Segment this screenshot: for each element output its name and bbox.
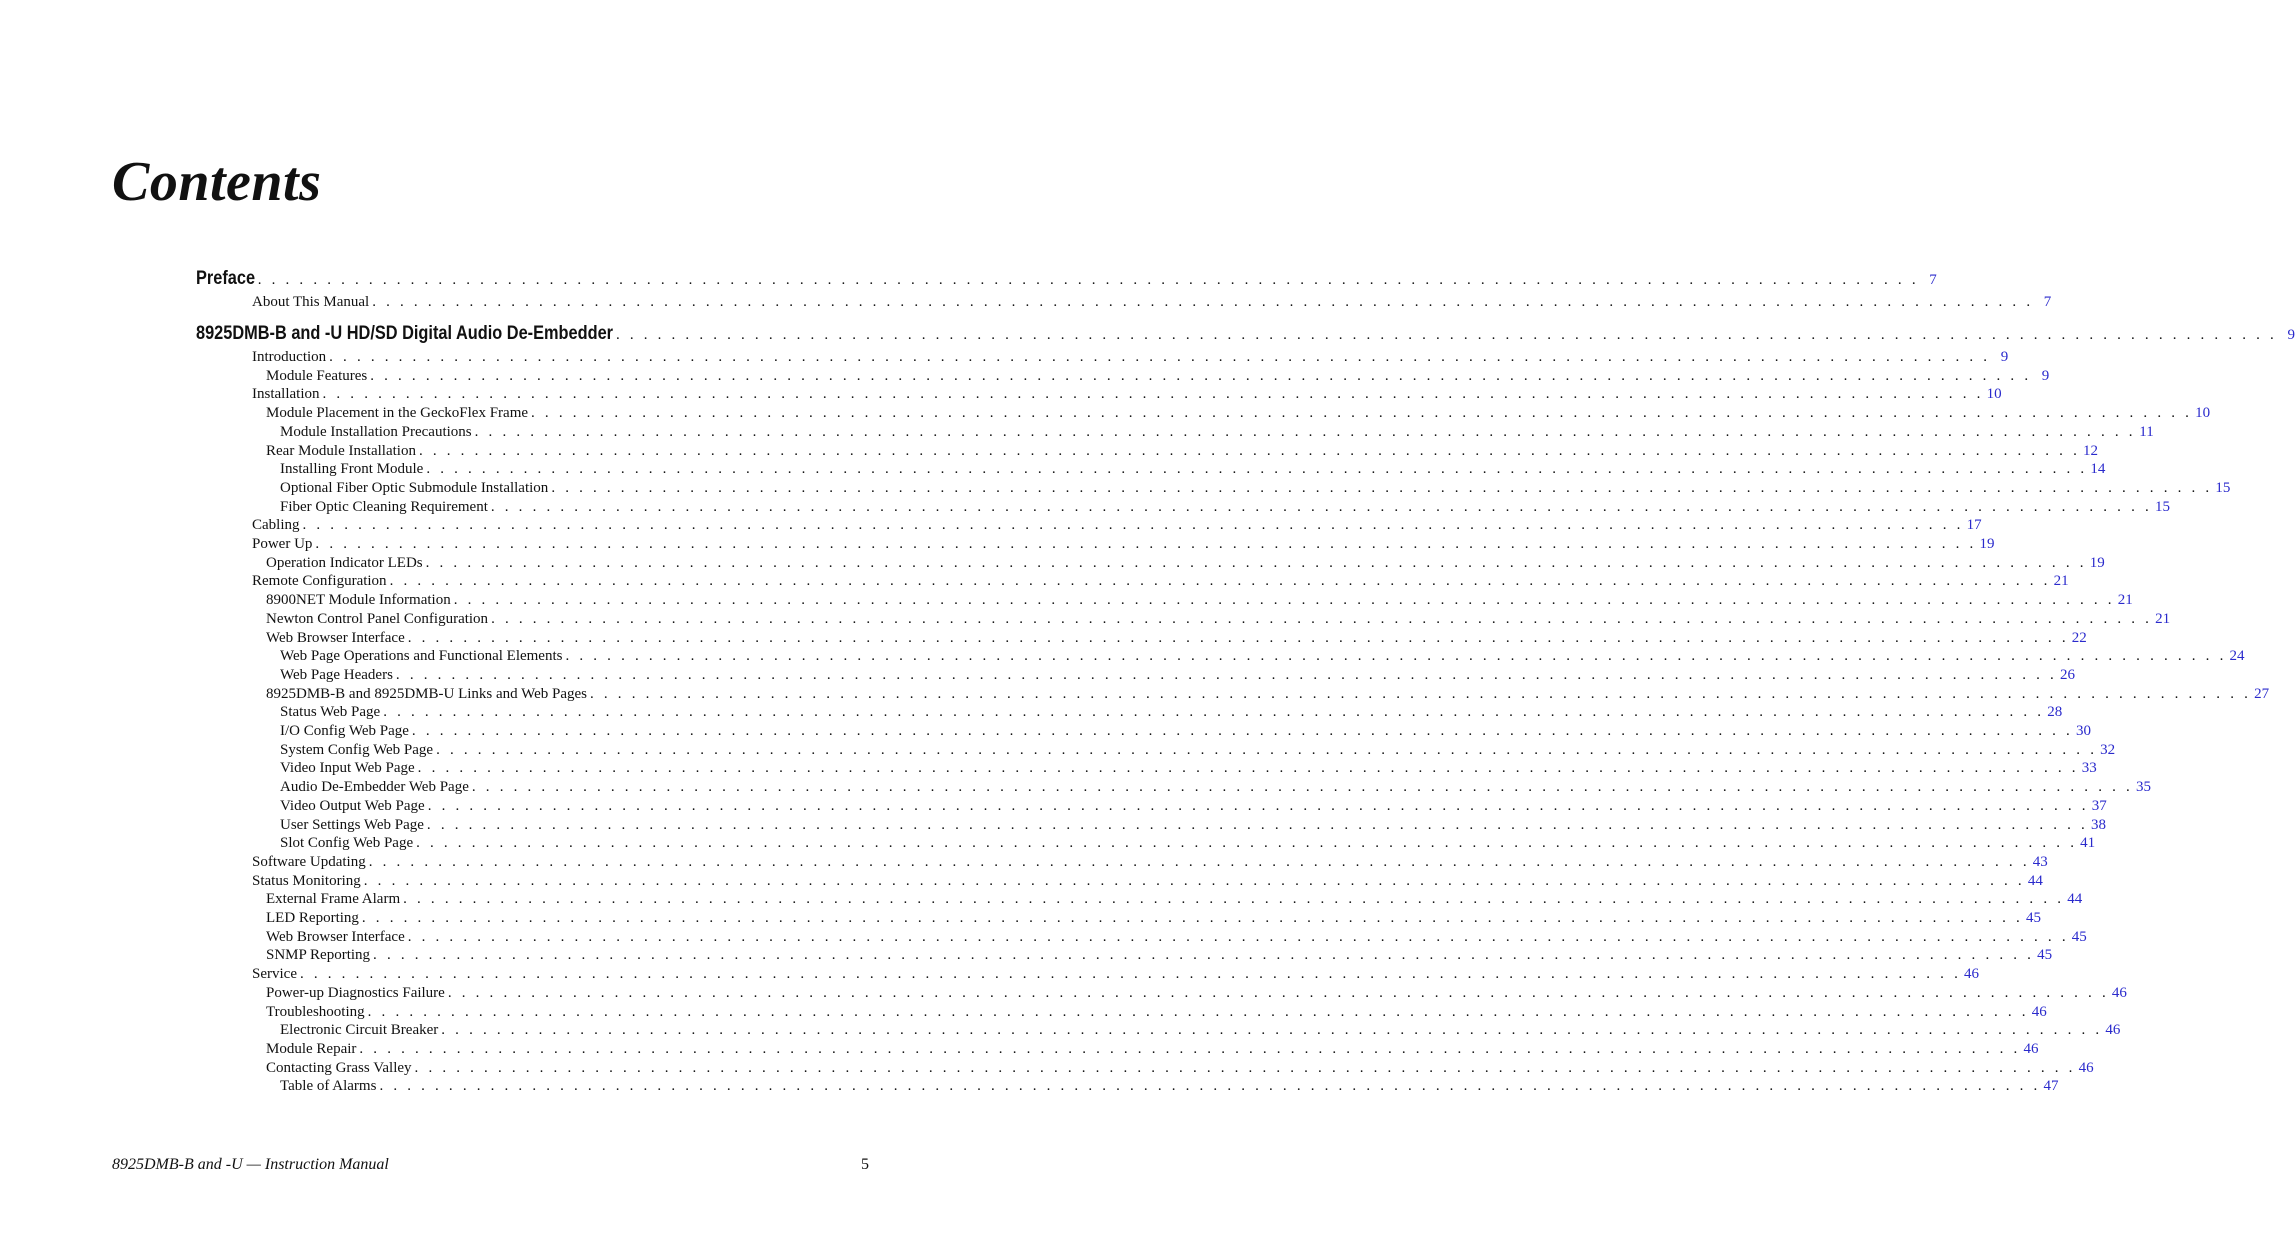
toc-entry[interactable]: [280, 723, 2091, 740]
toc-dot-leader: . . . . . . . . . . . . . . . . . . . . . . . . . . . . . . . . . . . . . . . . . . . . . . . . . . . . . . . . . . . . . . . . . . . . . . . . . . . . . . . . . . . . . . . . . . . . . . . . . . . . . . . . . . . . . . . . . . . . . . . .: [417, 760, 2079, 777]
toc-entry[interactable]: [266, 442, 2099, 460]
toc-entry[interactable]: [280, 760, 2097, 777]
toc-dot-leader: . . . . . . . . . . . . . . . . . . . . . . . . . . . . . . . . . . . . . . . . . . . . . . . . . . . . . . . . . . . . . . . . . . . . . . . . . . . . . . . . . . . . . . . . . . . . . . . . . . . . . . . . . . . . . . . . . . . . . . . .: [379, 1078, 2041, 1095]
toc-page-link[interactable]: 19: [1979, 536, 1995, 552]
toc-dot-leader: . . . . . . . . . . . . . . . . . . . . . . . . . . . . . . . . . . . . . . . . . . . . . . . . . . . . . . . . . . . . . . . . . . . . . . . . . . . . . . . . . . . . . . . . . . . . . . . . . . . . . . . . . . . . . . . . . . . . . . . .: [426, 461, 2088, 478]
toc-page-link[interactable]: 19: [2089, 554, 2105, 571]
toc-dot-leader: . . . . . . . . . . . . . . . . . . . . . . . . . . . . . . . . . . . . . . . . . . . . . . . . . . . . . . . . . . . . . . . . . . . . . . . . . . . . . . . . . . . . . . . . . . . . . . . . . . . . . . . . . . . . . . . . . . . . . . . .: [436, 741, 2098, 758]
toc-entry[interactable]: [266, 891, 2083, 908]
toc-page-link[interactable]: 21: [2155, 610, 2171, 627]
toc-entry-label: Web Browser Interface: [266, 928, 405, 945]
toc-dot-leader: . . . . . . . . . . . . . . . . . . . . . . . . . . . . . . . . . . . . . . . . . . . . . . . . . . . . . . . . . . . . . . . . . . . . . . . . . . . . . . . . . . . . . . . . . . . . . . . . . . . . . . . . . . . . . . . . . . . . . . . .: [372, 294, 2034, 310]
toc-entry[interactable]: [280, 797, 2107, 815]
toc-entry[interactable]: [252, 966, 1980, 983]
toc-dot-leader: . . . . . . . . . . . . . . . . . . . . . . . . . . . . . . . . . . . . . . . . . . . . . . . . . . . . . . . . . . . . . . . . . . . . . . . . . . . . . . . . . . . . . . . . . . . . . . . . . . . . . . . . . . . . . . . . . . . . . . . .: [491, 610, 2153, 627]
toc-entry[interactable]: [280, 779, 2151, 796]
toc-entry-label: Status Web Page: [280, 704, 381, 721]
toc-page-link[interactable]: 12: [2083, 442, 2099, 459]
toc-dot-leader: . . . . . . . . . . . . . . . . . . . . . . . . . . . . . . . . . . . . . . . . . . . . . . . . . . . . . . . . . . . . . . . . . . . . . . . . . . . . . . . . . . . . . . . . . . . . . . . . . . . . . . . . . . . . . . . . . . . . . . . .: [411, 723, 2073, 739]
toc-dot-leader: . . . . . . . . . . . . . . . . . . . . . . . . . . . . . . . . . . . . . . . . . . . . . . . . . . . . . . . . . . . . . . . . . . . . . . . . . . . . . . . . . . . . . . . . . . . . . . . . . . . . . . . . . . . . . . . . . . . . . . . .: [257, 272, 1919, 288]
toc-section-heading[interactable]: [196, 268, 1937, 290]
toc-dot-leader: . . . . . . . . . . . . . . . . . . . . . . . . . . . . . . . . . . . . . . . . . . . . . . . . . . . . . . . . . . . . . . . . . . . . . . . . . . . . . . . . . . . . . . . . . . . . . . . . . . . . . . . . . . . . . . . . . . . . . . . .: [590, 685, 2252, 702]
toc-entry[interactable]: [280, 461, 2106, 478]
toc-page-link[interactable]: 37: [2091, 797, 2107, 814]
toc-entry[interactable]: [280, 816, 2106, 834]
toc-section-heading[interactable]: [196, 323, 2295, 345]
toc-entry-label: Status Monitoring: [252, 872, 361, 889]
toc-entry-label: Electronic Circuit Breaker: [280, 1022, 439, 1039]
toc-page-link[interactable]: 47: [2043, 1078, 2059, 1095]
toc-page-link[interactable]: 10: [1986, 386, 2002, 403]
toc-entry[interactable]: [266, 910, 2041, 927]
toc-entry-label: Introduction: [252, 349, 327, 365]
toc-page-link[interactable]: 9: [2287, 327, 2295, 343]
toc-dot-leader: . . . . . . . . . . . . . . . . . . . . . . . . . . . . . . . . . . . . . . . . . . . . . . . . . . . . . . . . . . . . . . . . . . . . . . . . . . . . . . . . . . . . . . . . . . . . . . . . . . . . . . . . . . . . . . . . . . . . . . . .: [370, 367, 2032, 384]
toc-entry-label: Preface: [196, 268, 256, 289]
toc-entry-label: I/O Config Web Page: [280, 723, 409, 739]
toc-entry[interactable]: [266, 592, 2133, 609]
toc-dot-leader: . . . . . . . . . . . . . . . . . . . . . . . . . . . . . . . . . . . . . . . . . . . . . . . . . . . . . . . . . . . . . . . . . . . . . . . . . . . . . . . . . . . . . . . . . . . . . . . . . . . . . . . . . . . . . . . . . . . . . . . .: [474, 423, 2136, 440]
toc-entry[interactable]: [252, 349, 2009, 366]
toc-entry[interactable]: [280, 835, 2096, 852]
toc-entry-label: Power Up: [252, 536, 313, 552]
toc-dot-leader: . . . . . . . . . . . . . . . . . . . . . . . . . . . . . . . . . . . . . . . . . . . . . . . . . . . . . . . . . . . . . . . . . . . . . . . . . . . . . . . . . . . . . . . . . . . . . . . . . . . . . . . . . . . . . . . . . . . . . . . .: [395, 666, 2057, 683]
toc-page-link[interactable]: 45: [2071, 928, 2087, 945]
toc-entry[interactable]: [252, 853, 2048, 871]
toc-page-link[interactable]: 45: [2025, 910, 2041, 926]
toc-dot-leader: . . . . . . . . . . . . . . . . . . . . . . . . . . . . . . . . . . . . . . . . . . . . . . . . . . . . . . . . . . . . . . . . . . . . . . . . . . . . . . . . . . . . . . . . . . . . . . . . . . . . . . . . . . . . . . . . . . . . . . . .: [367, 1003, 2029, 1020]
toc-entry[interactable]: [266, 367, 2050, 385]
toc-dot-leader: . . . . . . . . . . . . . . . . . . . . . . . . . . . . . . . . . . . . . . . . . . . . . . . . . . . . . . . . . . . . . . . . . . . . . . . . . . . . . . . . . . . . . . . . . . . . . . . . . . . . . . . . . . . . . . . . . . . . . . . .: [407, 629, 2069, 646]
toc-page-link[interactable]: 38: [2090, 816, 2106, 833]
toc-page-link[interactable]: 46: [2031, 1003, 2047, 1020]
toc-dot-leader: . . . . . . . . . . . . . . . . . . . . . . . . . . . . . . . . . . . . . . . . . . . . . . . . . . . . . . . . . . . . . . . . . . . . . . . . . . . . . . . . . . . . . . . . . . . . . . . . . . . . . . . . . . . . . . . . . . . . . . . .: [615, 327, 2277, 343]
toc-entry-label: Contacting Grass Valley: [266, 1059, 412, 1076]
toc-page-link[interactable]: 9: [2041, 367, 2050, 384]
toc-entry[interactable]: [252, 573, 2069, 590]
toc-dot-leader: . . . . . . . . . . . . . . . . . . . . . . . . . . . . . . . . . . . . . . . . . . . . . . . . . . . . . . . . . . . . . . . . . . . . . . . . . . . . . . . . . . . . . . . . . . . . . . . . . . . . . . . . . . . . . . . . . . . . . . . .: [531, 405, 2193, 422]
toc-entry-label: Software Updating: [252, 853, 366, 870]
toc-entry-label: Module Repair: [266, 1040, 357, 1057]
toc-entry-label: About This Manual: [252, 294, 370, 310]
toc-entry-label: External Frame Alarm: [266, 891, 401, 908]
toc-page-link[interactable]: 27: [2254, 685, 2270, 702]
toc-dot-leader: . . . . . . . . . . . . . . . . . . . . . . . . . . . . . . . . . . . . . . . . . . . . . . . . . . . . . . . . . . . . . . . . . . . . . . . . . . . . . . . . . . . . . . . . . . . . . . . . . . . . . . . . . . . . . . . . . . . . . . . .: [403, 891, 2065, 908]
toc-dot-leader: . . . . . . . . . . . . . . . . . . . . . . . . . . . . . . . . . . . . . . . . . . . . . . . . . . . . . . . . . . . . . . . . . . . . . . . . . . . . . . . . . . . . . . . . . . . . . . . . . . . . . . . . . . . . . . . . . . . . . . . .: [373, 947, 2035, 964]
toc-entry[interactable]: [252, 517, 1982, 534]
toc-page-link[interactable]: 46: [2078, 1059, 2094, 1076]
toc-entry-label: Web Page Headers: [280, 666, 393, 683]
toc-page-link[interactable]: 22: [2071, 629, 2087, 646]
toc-entry[interactable]: [266, 947, 2053, 964]
toc-dot-leader: . . . . . . . . . . . . . . . . . . . . . . . . . . . . . . . . . . . . . . . . . . . . . . . . . . . . . . . . . . . . . . . . . . . . . . . . . . . . . . . . . . . . . . . . . . . . . . . . . . . . . . . . . . . . . . . . . . . . . . . .: [425, 554, 2087, 571]
toc-dot-leader: . . . . . . . . . . . . . . . . . . . . . . . . . . . . . . . . . . . . . . . . . . . . . . . . . . . . . . . . . . . . . . . . . . . . . . . . . . . . . . . . . . . . . . . . . . . . . . . . . . . . . . . . . . . . . . . . . . . . . . . .: [363, 872, 2025, 889]
toc-entry[interactable]: [266, 405, 2211, 422]
toc-page-link[interactable]: 7: [2043, 294, 2052, 310]
toc-entry-label: Module Features: [266, 367, 368, 384]
toc-entry-label: Video Output Web Page: [280, 797, 425, 814]
toc-entry-label: Slot Config Web Page: [280, 835, 414, 852]
toc-entry-label: SNMP Reporting: [266, 947, 371, 964]
toc-page-link[interactable]: 7: [1929, 272, 1937, 288]
toc-entry[interactable]: [280, 423, 2154, 441]
toc-page-link[interactable]: 9: [2000, 349, 2009, 365]
toc-entry-label: Fiber Optic Cleaning Requirement: [280, 498, 488, 515]
toc-entry-label: 8925DMB-B and -U HD/SD Digital Audio De-Embedder: [196, 323, 614, 344]
toc-page-link[interactable]: 43: [2032, 853, 2048, 870]
toc-dot-leader: . . . . . . . . . . . . . . . . . . . . . . . . . . . . . . . . . . . . . . . . . . . . . . . . . . . . . . . . . . . . . . . . . . . . . . . . . . . . . . . . . . . . . . . . . . . . . . . . . . . . . . . . . . . . . . . . . . . . . . . .: [551, 479, 2213, 496]
footer-manual-title: 8925DMB-B and -U — Instruction Manual: [112, 1156, 389, 1173]
toc-entry-label: Web Page Operations and Functional Elements: [280, 648, 563, 665]
toc-entry-label: System Config Web Page: [280, 741, 434, 758]
toc-entry[interactable]: [280, 704, 2063, 721]
toc-entry[interactable]: [280, 666, 2075, 684]
toc-entry-label: Installation: [252, 386, 320, 403]
toc-page-link[interactable]: 10: [2195, 405, 2211, 422]
toc-page-link[interactable]: 44: [2027, 872, 2043, 889]
toc-page-link[interactable]: 46: [2111, 984, 2127, 1001]
toc-entry-label: Module Installation Precautions: [280, 423, 472, 440]
toc-dot-leader: . . . . . . . . . . . . . . . . . . . . . . . . . . . . . . . . . . . . . . . . . . . . . . . . . . . . . . . . . . . . . . . . . . . . . . . . . . . . . . . . . . . . . . . . . . . . . . . . . . . . . . . . . . . . . . . . . . . . . . . .: [427, 797, 2089, 814]
toc-page-link[interactable]: 21: [2053, 573, 2069, 590]
toc-entry[interactable]: [280, 479, 2231, 497]
toc-entry-label: Rear Module Installation: [266, 442, 416, 459]
toc-dot-leader: . . . . . . . . . . . . . . . . . . . . . . . . . . . . . . . . . . . . . . . . . . . . . . . . . . . . . . . . . . . . . . . . . . . . . . . . . . . . . . . . . . . . . . . . . . . . . . . . . . . . . . . . . . . . . . . . . . . . . . . .: [322, 386, 1984, 403]
toc-page-link[interactable]: 24: [2229, 648, 2245, 665]
toc-dot-leader: . . . . . . . . . . . . . . . . . . . . . . . . . . . . . . . . . . . . . . . . . . . . . . . . . . . . . . . . . . . . . . . . . . . . . . . . . . . . . . . . . . . . . . . . . . . . . . . . . . . . . . . . . . . . . . . . . . . . . . . .: [407, 928, 2069, 945]
toc-entry[interactable]: [280, 648, 2245, 665]
toc-entry-label: Web Browser Interface: [266, 629, 405, 646]
toc-dot-leader: . . . . . . . . . . . . . . . . . . . . . . . . . . . . . . . . . . . . . . . . . . . . . . . . . . . . . . . . . . . . . . . . . . . . . . . . . . . . . . . . . . . . . . . . . . . . . . . . . . . . . . . . . . . . . . . . . . . . . . . .: [471, 779, 2133, 796]
toc-entry-label: Optional Fiber Optic Submodule Installation: [280, 479, 549, 496]
toc-entry[interactable]: [266, 610, 2171, 628]
toc-entry[interactable]: [280, 1078, 2059, 1095]
toc-dot-leader: . . . . . . . . . . . . . . . . . . . . . . . . . . . . . . . . . . . . . . . . . . . . . . . . . . . . . . . . . . . . . . . . . . . . . . . . . . . . . . . . . . . . . . . . . . . . . . . . . . . . . . . . . . . . . . . . . . . . . . . .: [315, 536, 1977, 552]
toc-page-link[interactable]: 15: [2215, 479, 2231, 496]
toc-entry-label: Installing Front Module: [280, 461, 424, 478]
toc-entry-label: User Settings Web Page: [280, 816, 424, 833]
toc-page-link[interactable]: 21: [2117, 592, 2133, 609]
toc-entry[interactable]: [252, 294, 2052, 311]
toc-page-link[interactable]: 44: [2067, 891, 2083, 908]
toc-entry-label: 8900NET Module Information: [266, 592, 451, 609]
toc-entry[interactable]: [252, 872, 2043, 890]
toc-page-link[interactable]: 11: [2139, 423, 2154, 440]
toc-entry[interactable]: [252, 536, 1995, 553]
toc-dot-leader: . . . . . . . . . . . . . . . . . . . . . . . . . . . . . . . . . . . . . . . . . . . . . . . . . . . . . . . . . . . . . . . . . . . . . . . . . . . . . . . . . . . . . . . . . . . . . . . . . . . . . . . . . . . . . . . . . . . . . . . .: [453, 592, 2115, 609]
toc-entry-label: Operation Indicator LEDs: [266, 554, 423, 571]
toc-page-link[interactable]: 15: [2154, 498, 2170, 515]
toc-page-link[interactable]: 33: [2081, 760, 2097, 777]
toc-entry-label: Power-up Diagnostics Failure: [266, 984, 445, 1001]
toc-entry[interactable]: [266, 928, 2087, 946]
toc-page-link[interactable]: 46: [2105, 1022, 2121, 1039]
toc-dot-leader: . . . . . . . . . . . . . . . . . . . . . . . . . . . . . . . . . . . . . . . . . . . . . . . . . . . . . . . . . . . . . . . . . . . . . . . . . . . . . . . . . . . . . . . . . . . . . . . . . . . . . . . . . . . . . . . . . . . . . . . .: [383, 704, 2045, 721]
toc-entry-label: Audio De-Embedder Web Page: [280, 779, 469, 796]
toc-entry-label: Module Placement in the GeckoFlex Frame: [266, 405, 529, 422]
toc-entry-label: 8925DMB-B and 8925DMB-U Links and Web Pages: [266, 685, 587, 702]
toc-dot-leader: . . . . . . . . . . . . . . . . . . . . . . . . . . . . . . . . . . . . . . . . . . . . . . . . . . . . . . . . . . . . . . . . . . . . . . . . . . . . . . . . . . . . . . . . . . . . . . . . . . . . . . . . . . . . . . . . . . . . . . . .: [565, 648, 2227, 665]
toc-dot-leader: . . . . . . . . . . . . . . . . . . . . . . . . . . . . . . . . . . . . . . . . . . . . . . . . . . . . . . . . . . . . . . . . . . . . . . . . . . . . . . . . . . . . . . . . . . . . . . . . . . . . . . . . . . . . . . . . . . . . . . . .: [302, 517, 1964, 534]
toc-dot-leader: . . . . . . . . . . . . . . . . . . . . . . . . . . . . . . . . . . . . . . . . . . . . . . . . . . . . . . . . . . . . . . . . . . . . . . . . . . . . . . . . . . . . . . . . . . . . . . . . . . . . . . . . . . . . . . . . . . . . . . . .: [389, 573, 2051, 590]
toc-dot-leader: . . . . . . . . . . . . . . . . . . . . . . . . . . . . . . . . . . . . . . . . . . . . . . . . . . . . . . . . . . . . . . . . . . . . . . . . . . . . . . . . . . . . . . . . . . . . . . . . . . . . . . . . . . . . . . . . . . . . . . . .: [447, 984, 2109, 1001]
toc-dot-leader: . . . . . . . . . . . . . . . . . . . . . . . . . . . . . . . . . . . . . . . . . . . . . . . . . . . . . . . . . . . . . . . . . . . . . . . . . . . . . . . . . . . . . . . . . . . . . . . . . . . . . . . . . . . . . . . . . . . . . . . .: [418, 442, 2081, 459]
toc-dot-leader: . . . . . . . . . . . . . . . . . . . . . . . . . . . . . . . . . . . . . . . . . . . . . . . . . . . . . . . . . . . . . . . . . . . . . . . . . . . . . . . . . . . . . . . . . . . . . . . . . . . . . . . . . . . . . . . . . . . . . . . .: [299, 966, 1962, 983]
toc-entry[interactable]: [280, 741, 2116, 759]
page-title: Contents: [112, 151, 322, 213]
toc-entry[interactable]: [266, 685, 2270, 703]
toc-entry[interactable]: [280, 1022, 2121, 1039]
toc-page-link[interactable]: 26: [2059, 666, 2075, 683]
toc-entry[interactable]: [266, 1040, 2039, 1058]
toc-entry[interactable]: [252, 386, 2002, 403]
toc-entry-label: Remote Configuration: [252, 573, 387, 590]
toc-dot-leader: . . . . . . . . . . . . . . . . . . . . . . . . . . . . . . . . . . . . . . . . . . . . . . . . . . . . . . . . . . . . . . . . . . . . . . . . . . . . . . . . . . . . . . . . . . . . . . . . . . . . . . . . . . . . . . . . . . . . . . . .: [490, 498, 2152, 515]
toc-page-link[interactable]: 17: [1966, 517, 1982, 534]
toc-dot-leader: . . . . . . . . . . . . . . . . . . . . . . . . . . . . . . . . . . . . . . . . . . . . . . . . . . . . . . . . . . . . . . . . . . . . . . . . . . . . . . . . . . . . . . . . . . . . . . . . . . . . . . . . . . . . . . . . . . . . . . . .: [359, 1040, 2021, 1057]
toc-dot-leader: . . . . . . . . . . . . . . . . . . . . . . . . . . . . . . . . . . . . . . . . . . . . . . . . . . . . . . . . . . . . . . . . . . . . . . . . . . . . . . . . . . . . . . . . . . . . . . . . . . . . . . . . . . . . . . . . . . . . . . . .: [361, 910, 2023, 926]
toc-entry-label: Newton Control Panel Configuration: [266, 610, 489, 627]
toc-page-link[interactable]: 14: [2090, 461, 2106, 478]
toc-page-link[interactable]: 30: [2075, 723, 2091, 739]
toc-page-link[interactable]: 46: [1964, 966, 1980, 983]
footer-page-number: 5: [861, 1156, 869, 1173]
toc-page-link[interactable]: 46: [2023, 1040, 2039, 1057]
toc-entry[interactable]: [266, 1059, 2094, 1077]
toc-entry-label: Service: [252, 966, 297, 983]
toc-entry[interactable]: [266, 1003, 2047, 1021]
toc-entry[interactable]: [266, 629, 2087, 647]
toc-dot-leader: . . . . . . . . . . . . . . . . . . . . . . . . . . . . . . . . . . . . . . . . . . . . . . . . . . . . . . . . . . . . . . . . . . . . . . . . . . . . . . . . . . . . . . . . . . . . . . . . . . . . . . . . . . . . . . . . . . . . . . . .: [414, 1059, 2076, 1076]
toc-entry-label: Table of Alarms: [280, 1078, 377, 1095]
toc-page-link[interactable]: 28: [2047, 704, 2063, 721]
toc-entry-label: Video Input Web Page: [280, 760, 415, 777]
toc-entry-label: LED Reporting: [266, 910, 359, 926]
toc-page-link[interactable]: 35: [2135, 779, 2151, 796]
toc-dot-leader: . . . . . . . . . . . . . . . . . . . . . . . . . . . . . . . . . . . . . . . . . . . . . . . . . . . . . . . . . . . . . . . . . . . . . . . . . . . . . . . . . . . . . . . . . . . . . . . . . . . . . . . . . . . . . . . . . . . . . . . .: [416, 835, 2078, 852]
toc-entry-label: Cabling: [252, 517, 300, 534]
toc-dot-leader: . . . . . . . . . . . . . . . . . . . . . . . . . . . . . . . . . . . . . . . . . . . . . . . . . . . . . . . . . . . . . . . . . . . . . . . . . . . . . . . . . . . . . . . . . . . . . . . . . . . . . . . . . . . . . . . . . . . . . . . .: [426, 816, 2088, 833]
toc-entry[interactable]: [266, 984, 2127, 1002]
toc-entry[interactable]: [266, 554, 2105, 572]
toc-entry[interactable]: [280, 498, 2170, 516]
toc-page-link[interactable]: 45: [2037, 947, 2053, 964]
toc-entry-label: Troubleshooting: [266, 1003, 365, 1020]
toc-dot-leader: . . . . . . . . . . . . . . . . . . . . . . . . . . . . . . . . . . . . . . . . . . . . . . . . . . . . . . . . . . . . . . . . . . . . . . . . . . . . . . . . . . . . . . . . . . . . . . . . . . . . . . . . . . . . . . . . . . . . . . . .: [368, 853, 2030, 870]
toc-dot-leader: . . . . . . . . . . . . . . . . . . . . . . . . . . . . . . . . . . . . . . . . . . . . . . . . . . . . . . . . . . . . . . . . . . . . . . . . . . . . . . . . . . . . . . . . . . . . . . . . . . . . . . . . . . . . . . . . . . . . . . . .: [441, 1022, 2103, 1039]
toc-dot-leader: . . . . . . . . . . . . . . . . . . . . . . . . . . . . . . . . . . . . . . . . . . . . . . . . . . . . . . . . . . . . . . . . . . . . . . . . . . . . . . . . . . . . . . . . . . . . . . . . . . . . . . . . . . . . . . . . . . . . . . . .: [329, 349, 1991, 365]
toc-page-link[interactable]: 32: [2100, 741, 2116, 758]
toc-page-link[interactable]: 41: [2080, 835, 2096, 852]
